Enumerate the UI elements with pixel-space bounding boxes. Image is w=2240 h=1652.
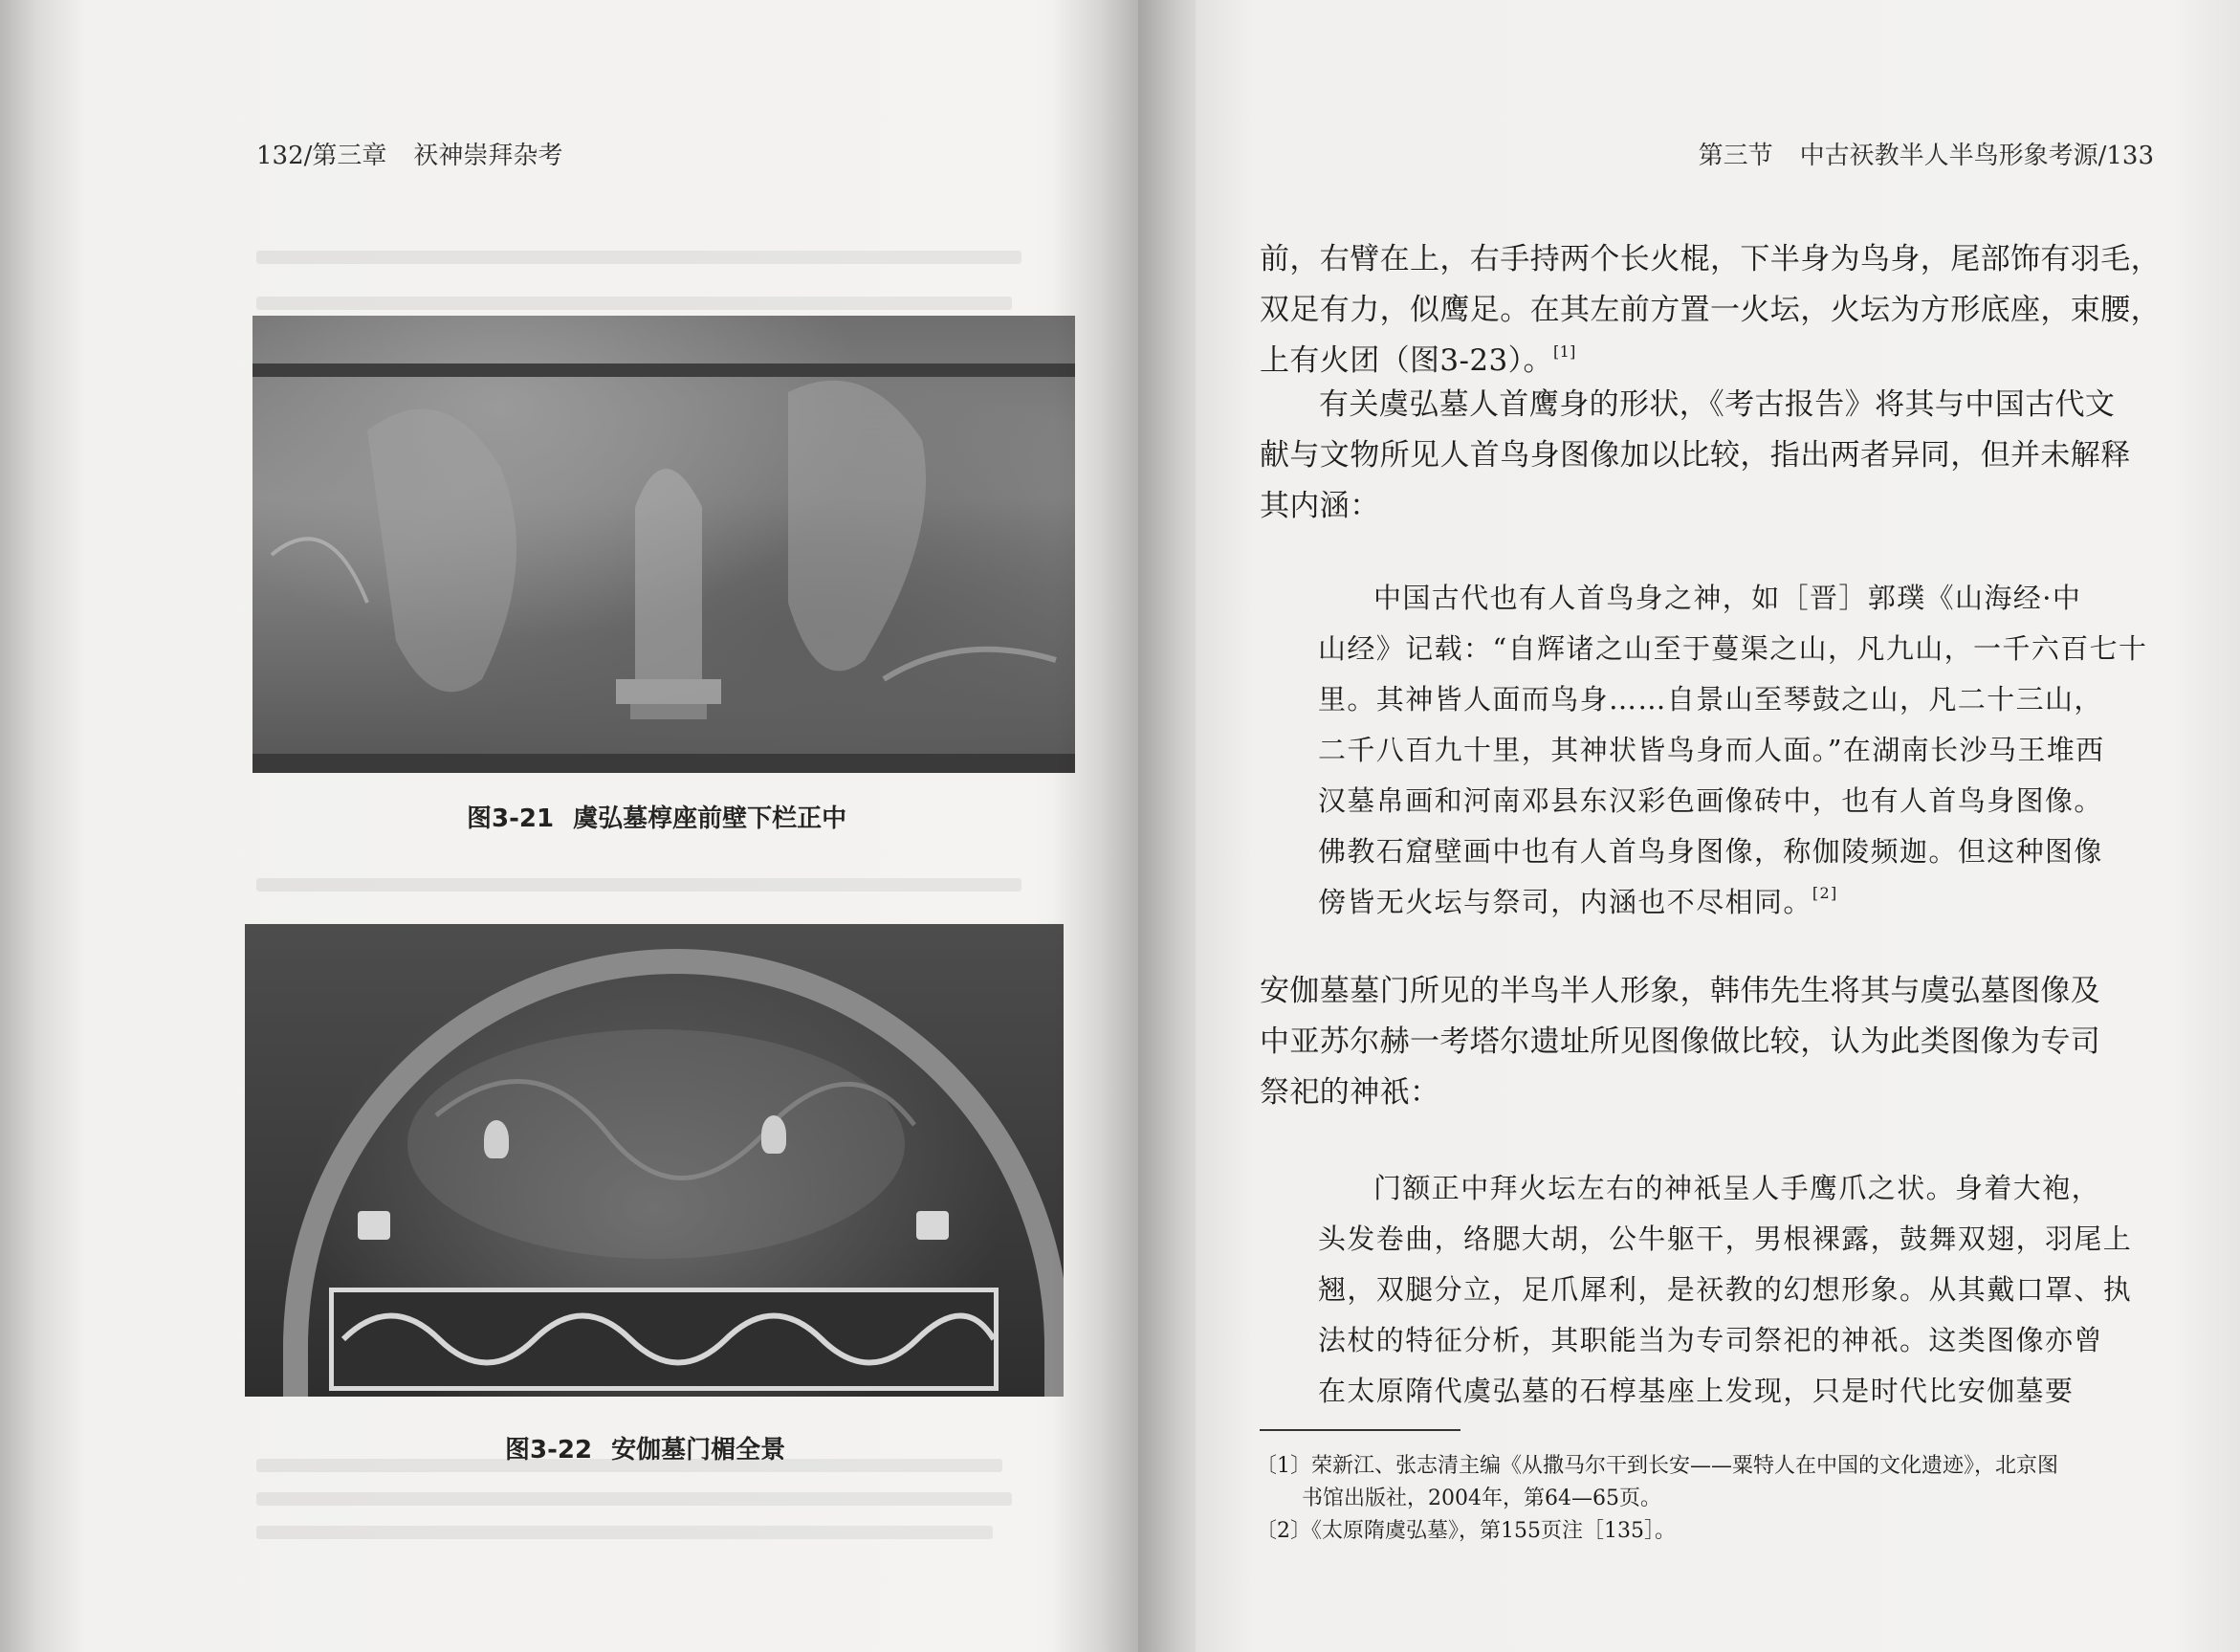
show-through-line	[256, 878, 1021, 892]
quote-line: 佛教石窟壁画中也有人首鸟身图像，称伽陵频迦。但这种图像	[1318, 835, 2103, 868]
text-line: 祭祀的神祇：	[1260, 1075, 1440, 1110]
text-line-content: 上有火团（图3-23）。	[1260, 343, 1553, 378]
quote-line: 门额正中拜火坛左右的神祇呈人手鹰爪之状。身着大袍，	[1373, 1172, 2101, 1204]
text-line: 中亚苏尔赫一考塔尔遗址所见图像做比较，认为此类图像为专司	[1260, 1024, 2101, 1059]
footnotes	[1256, 1450, 2058, 1548]
show-through-line	[256, 1526, 993, 1539]
text-line: 安伽墓墓门所见的半鸟半人形象，韩伟先生将其与虞弘墓图像及	[1260, 974, 2101, 1008]
figure-3-21-caption	[467, 799, 846, 834]
section-title: 中古祆教半人半鸟形象考源	[1799, 142, 2098, 170]
altar-ornament	[358, 1211, 390, 1240]
text-line: 其内涵：	[1260, 489, 1380, 523]
figure-caption-text: 安伽墓门楣全景	[611, 1436, 786, 1465]
quote-line: 二千八百九十里，其神状皆鸟身而人面。”在湖南长沙马王堆西	[1318, 734, 2105, 766]
figure-3-22-photo	[245, 924, 1064, 1397]
quote-line: 头发卷曲，络腮大胡，公牛躯干，男根裸露，鼓舞双翅，羽尾上	[1318, 1222, 2133, 1255]
footnote-divider	[1260, 1429, 1460, 1431]
quote-line: 在太原隋代虞弘墓的石椁基座上发现，只是时代比安伽墓要	[1318, 1375, 2075, 1407]
text-line: 献与文物所见人首鸟身图像加以比较，指出两者异同，但并未解释	[1260, 438, 2131, 473]
footnote-ref: [2]	[1812, 884, 1838, 902]
footnote-1-continued: 书馆出版社，2004年，第64—65页。	[1302, 1487, 1661, 1510]
quote-line: 汉墓帛画和河南邓县东汉彩色画像砖中，也有人首鸟身图像。	[1318, 784, 2103, 817]
vase-ornament	[761, 1115, 786, 1154]
quote-line: 山经》记载：“自辉诸之山至于蔓渠之山，凡九山，一千六百七十	[1318, 632, 2148, 665]
block-quote	[1318, 573, 2147, 928]
figure-3-21-photo	[253, 316, 1075, 773]
quote-line: 法杖的特征分析，其职能当为专司祭祀的神祇。这类图像亦曾	[1318, 1324, 2103, 1356]
header-slash: /	[2097, 142, 2107, 170]
footnote-text: 《太原隋虞弘墓》，第155页注［135］。	[1311, 1519, 1676, 1543]
left-page-header	[256, 136, 562, 171]
quote-line	[1318, 877, 2147, 928]
right-page-header	[1699, 136, 2154, 171]
section-label: 第三节	[1698, 142, 1773, 170]
quote-line: 翘，双腿分立，足爪犀利，是祆教的幻想形象。从其戴口罩、执	[1318, 1273, 2133, 1306]
relief-carving-illustration	[253, 316, 1075, 773]
vase-ornament	[484, 1120, 509, 1158]
book-gutter-shadow	[1052, 0, 1196, 1652]
footnote-2	[1256, 1515, 2058, 1548]
text-line: 双足有力，似鹰足。在其左前方置一火坛，火坛为方形底座，束腰，	[1260, 293, 2161, 327]
show-through-line	[256, 297, 1012, 310]
relief-bottom-band	[253, 754, 1075, 773]
quote-line: 里。其神皆人面而鸟身……自景山至琴鼓之山，凡二十三山，	[1318, 683, 2103, 716]
chapter-label: 第三章	[312, 142, 387, 170]
left-page-number: 132	[256, 142, 304, 170]
figure-number: 图3-21	[467, 804, 555, 833]
footnote-mark: 〔2〕	[1256, 1519, 1311, 1543]
lintel-wave-panel	[329, 1288, 999, 1391]
altar-ornament	[916, 1211, 949, 1240]
paragraph-continued	[1260, 234, 2161, 386]
figure-3-22-caption	[505, 1430, 785, 1465]
quote-line-content: 傍皆无火坛与祭司，内涵也不尽相同。	[1318, 886, 1812, 918]
right-page-number: 133	[2106, 142, 2154, 170]
figure-number: 图3-22	[505, 1436, 593, 1465]
header-slash: /	[303, 142, 313, 170]
quote-line: 中国古代也有人首鸟身之神，如［晋］郭璞《山海经·中	[1373, 582, 2082, 614]
text-line: 有关虞弘墓人首鹰身的形状，《考古报告》将其与中国古代文	[1319, 387, 2116, 422]
show-through-line	[256, 1492, 1012, 1506]
paragraph	[1260, 380, 2131, 532]
text-line: 前，右臂在上，右手持两个长火棍，下半身为鸟身，尾部饰有羽毛，	[1260, 242, 2161, 276]
figure-caption-text: 虞弘墓椁座前壁下栏正中	[573, 804, 847, 833]
footnote-1	[1256, 1450, 2058, 1483]
footnote-ref: [1]	[1552, 342, 1576, 361]
block-quote	[1318, 1163, 2132, 1417]
wave-pattern	[334, 1292, 994, 1386]
footnote-text: 荣新江、张志清主编《从撒马尔干到长安——粟特人在中国的文化遗迹》，北京图	[1311, 1454, 2059, 1478]
chapter-title: 祆神崇拜杂考	[413, 142, 563, 170]
paragraph	[1260, 966, 2100, 1118]
footnote-mark: 〔1〕	[1256, 1454, 1311, 1478]
show-through-line	[256, 251, 1021, 264]
